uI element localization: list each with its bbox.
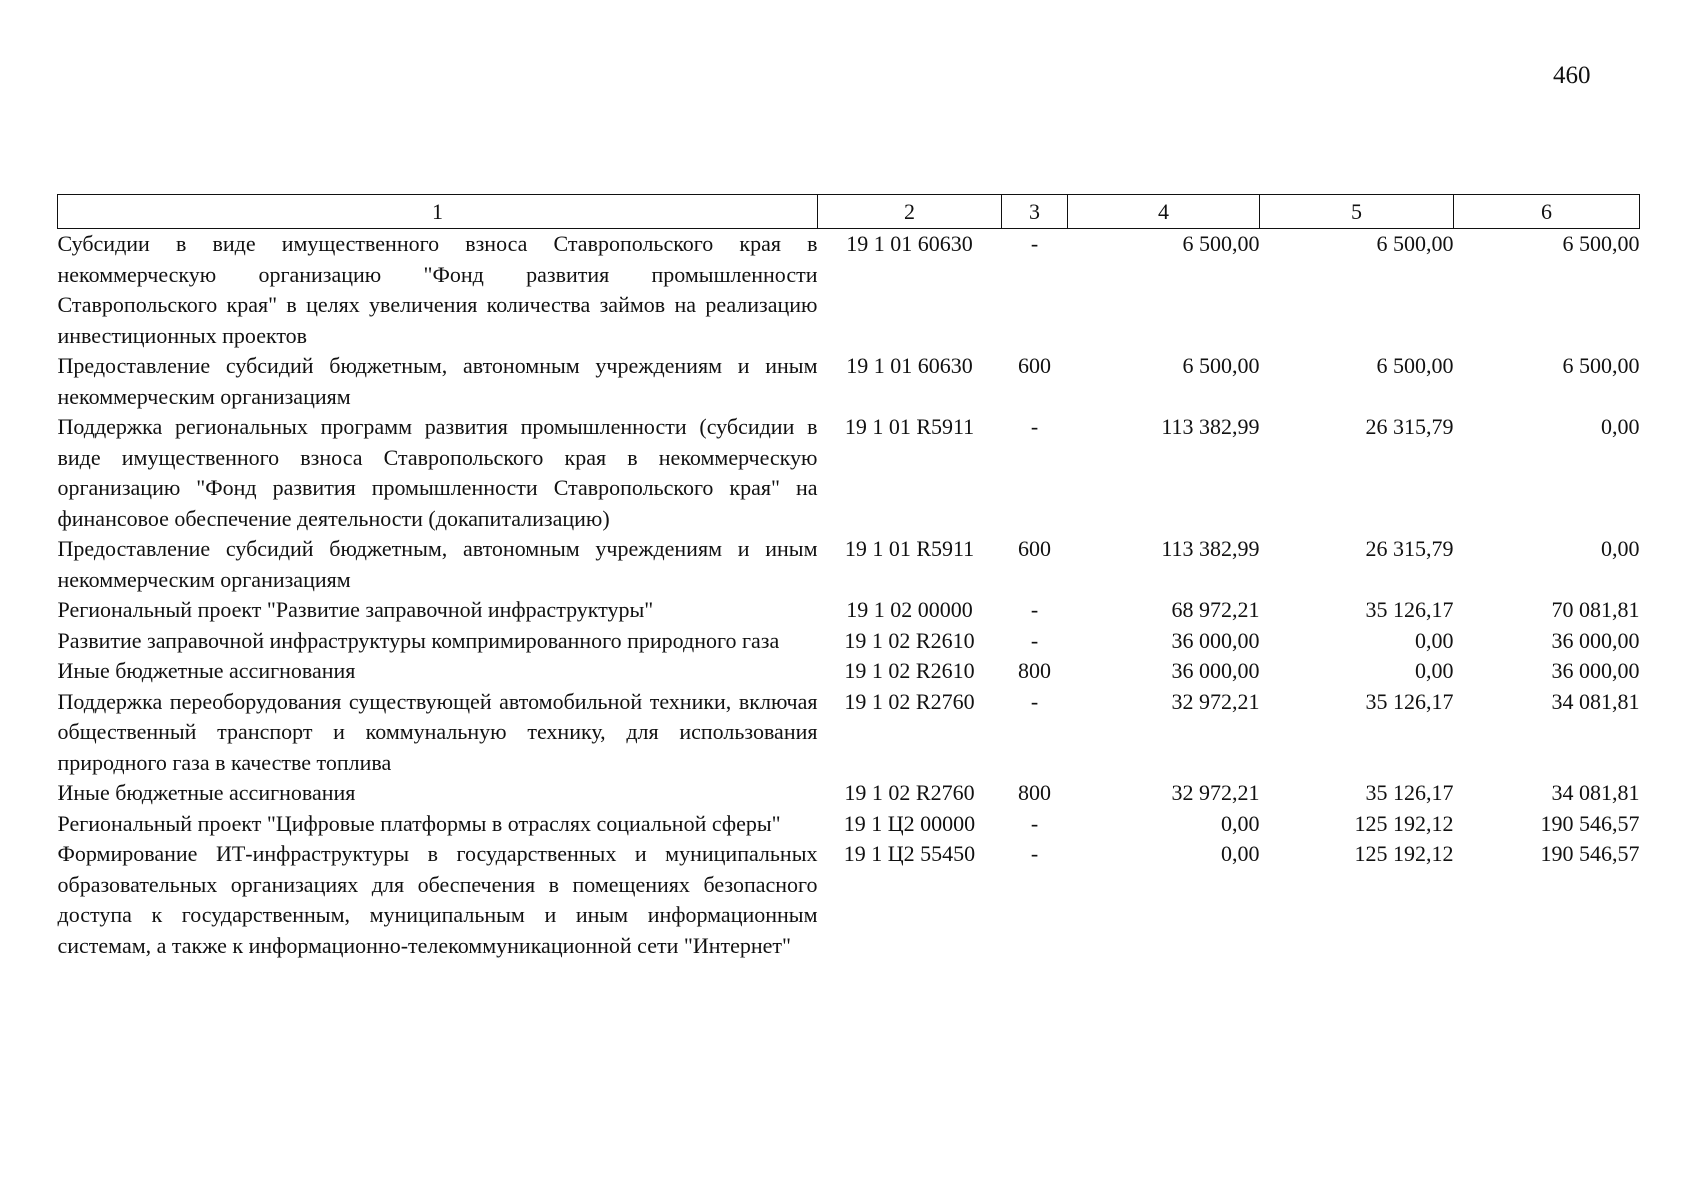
row-code: 19 1 02 R2610	[844, 658, 975, 683]
row-code: 19 1 Ц2 55450	[843, 841, 976, 866]
row-value-2: 35 126,17	[1365, 780, 1454, 805]
row-value-3: 190 546,57	[1540, 841, 1640, 866]
row-kvr: -	[1030, 810, 1039, 836]
row-kvr: 800	[1018, 658, 1051, 683]
row-value-3: 70 081,81	[1551, 597, 1640, 622]
row-value-3: 6 500,00	[1562, 231, 1640, 256]
row-value-2: 125 192,12	[1354, 810, 1454, 836]
row-kvr: 800	[1018, 780, 1051, 805]
row-kvr: -	[1030, 231, 1039, 256]
table-row	[58, 229, 1640, 352]
row-kvr: -	[1030, 414, 1039, 439]
table-row	[58, 595, 1640, 626]
header-cell: 5	[1260, 195, 1454, 229]
row-value-3: 0,00	[1601, 414, 1640, 439]
row-name: Развитие заправочной инфраструктуры компримированного природного газа	[57, 627, 780, 653]
table-row	[58, 412, 1640, 534]
header-cell: 2	[818, 195, 1002, 229]
header-cell: 6	[1454, 195, 1640, 229]
row-value-1: 113 382,99	[1161, 414, 1260, 439]
row-value-1: 113 382,99	[1161, 536, 1260, 561]
row-value-3: 190 546,57	[1540, 810, 1640, 836]
row-value-2: 6 500,00	[1376, 353, 1454, 378]
budget-table	[57, 194, 1640, 961]
row-name: Иные бюджетные ассигнования	[57, 780, 356, 805]
row-value-1: 6 500,00	[1182, 231, 1260, 256]
row-value-3: 36 000,00	[1551, 658, 1640, 683]
table-row	[58, 534, 1640, 595]
row-kvr: -	[1030, 627, 1039, 653]
row-code: 19 1 02 R2760	[844, 688, 975, 714]
header-cell: 1	[58, 195, 818, 229]
row-value-1: 32 972,21	[1171, 780, 1260, 805]
table-row	[58, 687, 1640, 779]
row-value-2: 125 192,12	[1354, 841, 1454, 866]
row-code: 19 1 02 00000	[846, 597, 973, 622]
header-row	[58, 195, 1640, 229]
row-value-2: 0,00	[1415, 658, 1454, 683]
row-value-1: 68 972,21	[1171, 597, 1260, 622]
row-name: Иные бюджетные ассигнования	[57, 658, 356, 683]
row-value-2: 0,00	[1415, 627, 1454, 653]
row-value-1: 6 500,00	[1182, 353, 1260, 378]
row-name: Поддержка переоборудования существующей автомобильной техники, включая общественный транспорт и коммунальную технику, для использования природного газа в качестве топлива	[57, 688, 818, 775]
row-value-1: 36 000,00	[1171, 627, 1260, 653]
table-row	[58, 778, 1640, 809]
row-code: 19 1 02 R2760	[844, 780, 975, 805]
row-value-3: 34 081,81	[1551, 688, 1640, 714]
row-value-1: 36 000,00	[1171, 658, 1260, 683]
row-code: 19 1 01 60630	[846, 231, 973, 256]
row-value-2: 35 126,17	[1365, 597, 1454, 622]
row-code: 19 1 02 R2610	[844, 627, 975, 653]
table-row	[58, 351, 1640, 412]
row-value-1: 0,00	[1221, 841, 1260, 866]
row-kvr: 600	[1018, 536, 1051, 561]
row-name: Поддержка региональных программ развития промышленности (субсидии в виде имущественного взноса Ставропольского края в некоммерческую организацию "Фонд развития промышленности Ставропольского края" на финансовое обеспечение деятельности (докапитализацию)	[57, 414, 818, 531]
row-value-3: 6 500,00	[1562, 353, 1640, 378]
row-kvr: 600	[1018, 353, 1051, 378]
row-value-2: 26 315,79	[1365, 536, 1454, 561]
row-value-3: 36 000,00	[1551, 627, 1640, 653]
header-cell: 3	[1002, 195, 1068, 229]
row-kvr: -	[1030, 841, 1039, 866]
row-name: Субсидии в виде имущественного взноса Ставропольского края в некоммерческую организацию "Фонд развития промышленности Ставропольского края" в целях увеличения количества займов на реализацию инвестиционных проектов	[57, 231, 818, 348]
row-value-2: 35 126,17	[1365, 688, 1454, 714]
page-number: 460	[1553, 62, 1591, 89]
row-value-3: 0,00	[1601, 536, 1640, 561]
table-row	[58, 626, 1640, 657]
row-value-1: 32 972,21	[1171, 688, 1260, 714]
row-kvr: -	[1030, 688, 1039, 714]
table-row	[58, 656, 1640, 687]
row-name: Региональный проект "Цифровые платформы в отраслях социальной сферы"	[57, 810, 781, 836]
row-name: Предоставление субсидий бюджетным, автономным учреждениям и иным некоммерческим организациям	[57, 353, 818, 409]
row-value-2: 6 500,00	[1376, 231, 1454, 256]
row-name: Формирование ИТ-инфраструктуры в государственных и муниципальных образовательных организациях для обеспечения в помещениях безопасного доступа к государственным, муниципальным и иным информационным системам, а также к информационно-телекоммуникационной сети "Интернет"	[57, 841, 818, 958]
row-code: 19 1 01 60630	[846, 353, 973, 378]
table-row	[58, 809, 1640, 840]
row-code: 19 1 Ц2 00000	[843, 810, 976, 836]
row-value-3: 34 081,81	[1551, 780, 1640, 805]
row-value-1: 0,00	[1221, 810, 1260, 836]
row-code: 19 1 01 R5911	[844, 414, 975, 439]
row-value-2: 26 315,79	[1365, 414, 1454, 439]
table-row	[58, 839, 1640, 961]
row-kvr: -	[1030, 597, 1039, 622]
row-name: Региональный проект "Развитие заправочной инфраструктуры"	[57, 597, 654, 622]
row-name: Предоставление субсидий бюджетным, автономным учреждениям и иным некоммерческим организациям	[57, 536, 818, 592]
header-cell: 4	[1068, 195, 1260, 229]
row-code: 19 1 01 R5911	[844, 536, 975, 561]
